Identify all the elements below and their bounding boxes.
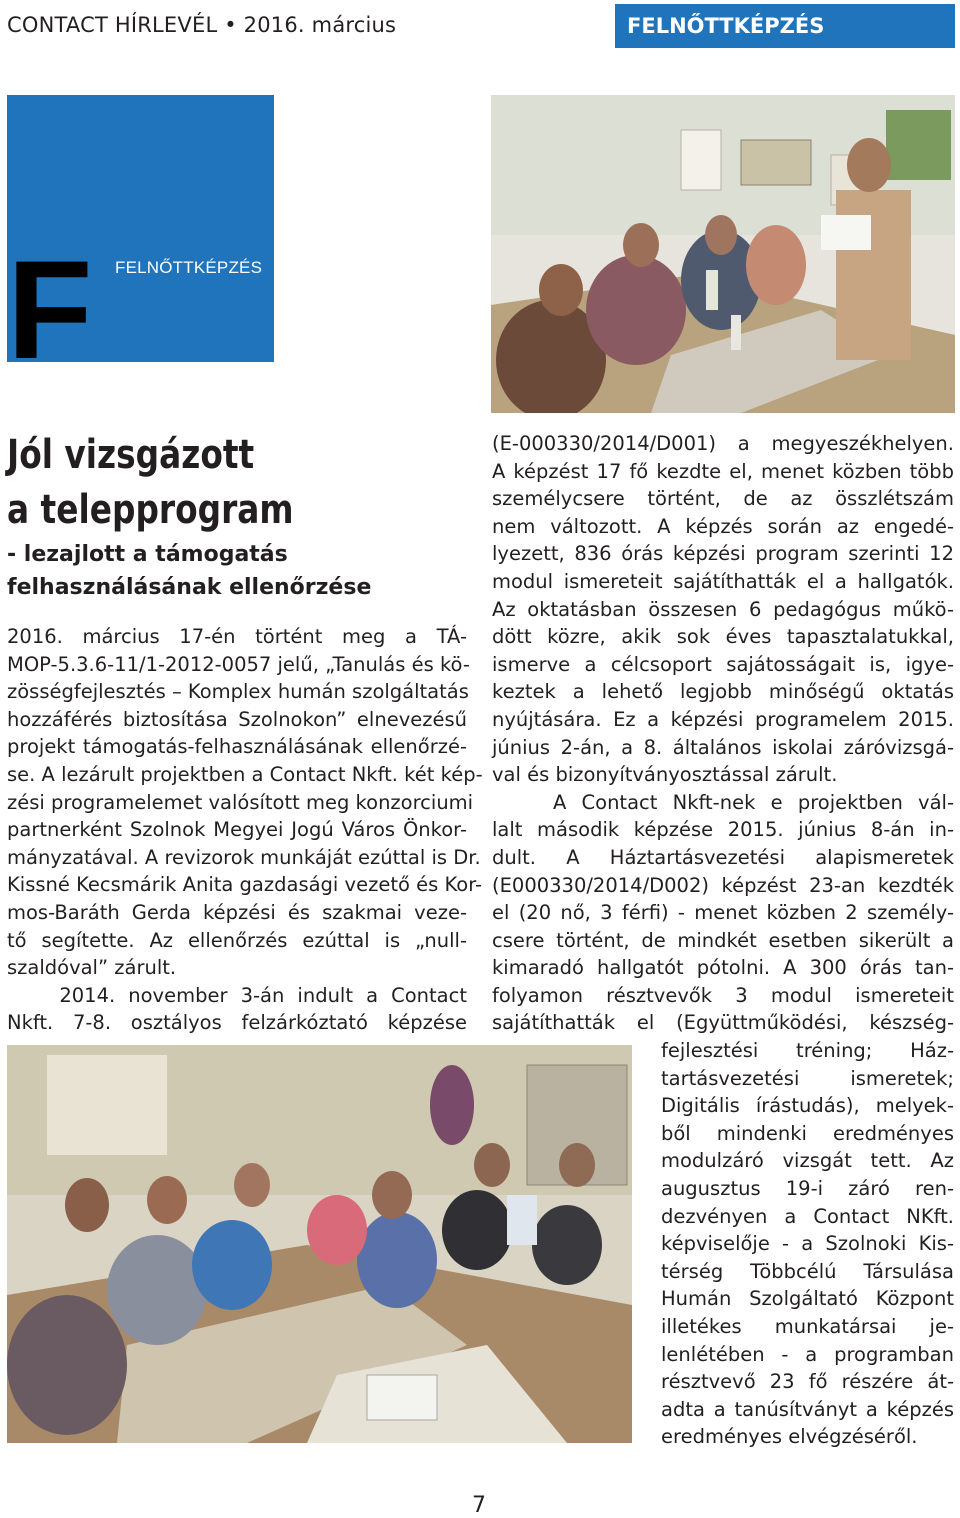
- body-text-line: nem változott. A képzés során az engedé-: [492, 514, 954, 538]
- page-number: 7: [472, 1493, 486, 1518]
- classroom-photo-teacher-image: [491, 95, 955, 413]
- body-text-line: 2014. november 3-án indult a Contact: [7, 983, 467, 1007]
- body-text-line: modul ismereteit sajátíthatták el a hallgatók.: [492, 569, 954, 593]
- body-text-line: val és bizonyítványosztással zárult.: [492, 763, 838, 787]
- article-body-right-column-continued: [661, 1037, 954, 1451]
- section-logo: [7, 95, 274, 388]
- body-text-line: zési programelemet valósított meg konzorciumi: [7, 790, 474, 814]
- body-text-line: képviselője - a Szolnoki Kis-: [661, 1232, 954, 1256]
- body-text-line: partnerként Szolnok Megyei Jogú Város Önkor-: [7, 818, 467, 842]
- body-text-line: Kissné Kecsmárik Anita gazdasági vezető és Kor-: [7, 873, 482, 897]
- body-text-line: csere történt, de mindkét esetben sikerült a: [492, 928, 954, 952]
- body-text-line: fejlesztési tréning; Ház-: [661, 1039, 954, 1062]
- body-text-line: lyezett, 836 órás képzési program szerinti 12: [492, 542, 954, 566]
- article-subtitle: [7, 538, 371, 604]
- body-text-line: lenlétében - a programban: [661, 1342, 954, 1366]
- body-text-line: Az oktatásban összesen 6 pedagógus műkö-: [492, 597, 954, 621]
- body-text-line: ből mindenki eredményes: [661, 1121, 954, 1145]
- body-text-line: eredményes elvégzéséről.: [661, 1425, 918, 1449]
- body-text-line: A képzést 17 fő kezdte el, menet közben több: [492, 459, 954, 483]
- article-subtitle-line: felhasználásának ellenőrzése: [7, 575, 372, 600]
- article-title-line: Jól vizsgázott: [7, 432, 255, 478]
- section-logo-label: FELNŐTTKÉPZÉS: [115, 258, 263, 277]
- classroom-photo-students: [7, 1045, 632, 1443]
- body-text-line: hozzáférés biztosítása Szolnokon” elnevezésű: [7, 707, 467, 731]
- body-text-line: szaldóval” zárult.: [7, 956, 177, 980]
- body-text-line: mányzatával. A revizorok munkáját ezúttal is Dr.: [7, 845, 481, 869]
- body-text-line: modulzáró vizsgát tett. Az: [661, 1149, 954, 1173]
- body-text-line: augusztus 19-i záró ren-: [661, 1176, 954, 1200]
- body-text-line: keztek a lehető legjobb minőségű oktatás: [492, 680, 954, 704]
- body-text-line: zösségfejlesztés – Komplex humán szolgáltatás: [7, 680, 469, 704]
- body-text-line: se. A lezárult projektben a Contact Nkft. két kép-: [7, 762, 483, 786]
- body-text-line: résztvevő 23 fő részére át-: [661, 1370, 954, 1394]
- body-text-line: kimaradó hallgatót pótolni. A 300 órás tan-: [492, 956, 954, 980]
- article-title: [7, 428, 294, 538]
- body-text-line: (E-000330/2014/D001) a megyeszékhelyen.: [492, 432, 954, 455]
- body-text-line: június 2-án, a 8. általános iskolai záróvizsgá-: [492, 735, 954, 759]
- body-text-line: projekt támogatás-felhasználásának ellenőrzé-: [7, 735, 467, 759]
- article-subtitle-line: - lezajlott a támogatás: [7, 542, 288, 567]
- classroom-photo-teacher: [491, 95, 955, 413]
- body-text-line: dult. A Háztartásvezetési alapismeretek: [492, 845, 954, 869]
- body-text-line: Digitális írástudás), melyek-: [661, 1094, 954, 1118]
- body-text-line: illetékes munkatársai je-: [661, 1314, 954, 1338]
- body-text-line: tartásvezetési ismeretek;: [661, 1066, 954, 1090]
- body-text-line: térség Többcélú Társulása: [661, 1259, 954, 1283]
- body-text-line: sajátíthatták el (Együttműködési, készség-: [492, 1011, 954, 1035]
- article-body-right-column: [492, 430, 954, 1037]
- body-text-line: nyújtására. Ez a képzési programelem 2015.: [492, 707, 954, 731]
- body-text-line: dezvényen a Contact NKft.: [661, 1204, 954, 1228]
- body-text-line: 2016. március 17-én történt meg a TÁ-: [7, 625, 467, 648]
- body-text-line: A Contact Nkft-nek e projektben vál-: [492, 790, 954, 814]
- body-text-line: Nkft. 7-8. osztályos felzárkóztató képzése: [7, 1011, 467, 1035]
- body-text-line: adta a tanúsítványt a képzés: [661, 1397, 954, 1421]
- body-text-line: személycsere történt, de az összlétszám: [492, 487, 954, 511]
- body-text-line: el (20 nő, 3 férfi) - menet közben 2 személy-: [492, 901, 954, 925]
- section-logo-letter: F: [7, 231, 89, 388]
- article-title-line: a telepprogram: [7, 487, 294, 533]
- publication-header: CONTACT HÍRLEVÉL • 2016. március: [7, 13, 397, 37]
- body-text-line: Humán Szolgáltató Központ: [661, 1287, 954, 1311]
- body-text-line: ismerve a célcsoport sajátosságait is, igye-: [492, 652, 954, 676]
- article-body-left-column: [7, 623, 483, 1037]
- body-text-line: dött közre, akik sok éves tapasztalatukkal,: [492, 625, 954, 649]
- body-text-line: (E000330/2014/D002) képzést 23-an kezdték: [492, 873, 954, 897]
- body-text-line: mos-Baráth Gerda képzési és szakmai veze-: [7, 900, 467, 924]
- body-text-line: lalt második képzése 2015. június 8-án in-: [492, 818, 954, 842]
- body-text-line: MOP-5.3.6-11/1-2012-0057 jelű, „Tanulás és kö-: [7, 652, 470, 676]
- body-text-line: folyamon résztvevők 3 modul ismereteit: [492, 983, 954, 1007]
- section-tag: FELNŐTTKÉPZÉS: [615, 4, 955, 48]
- body-text-line: tő segítette. Az ellenőrzés ezúttal is „null-: [7, 928, 467, 952]
- classroom-photo-students-image: [7, 1045, 632, 1443]
